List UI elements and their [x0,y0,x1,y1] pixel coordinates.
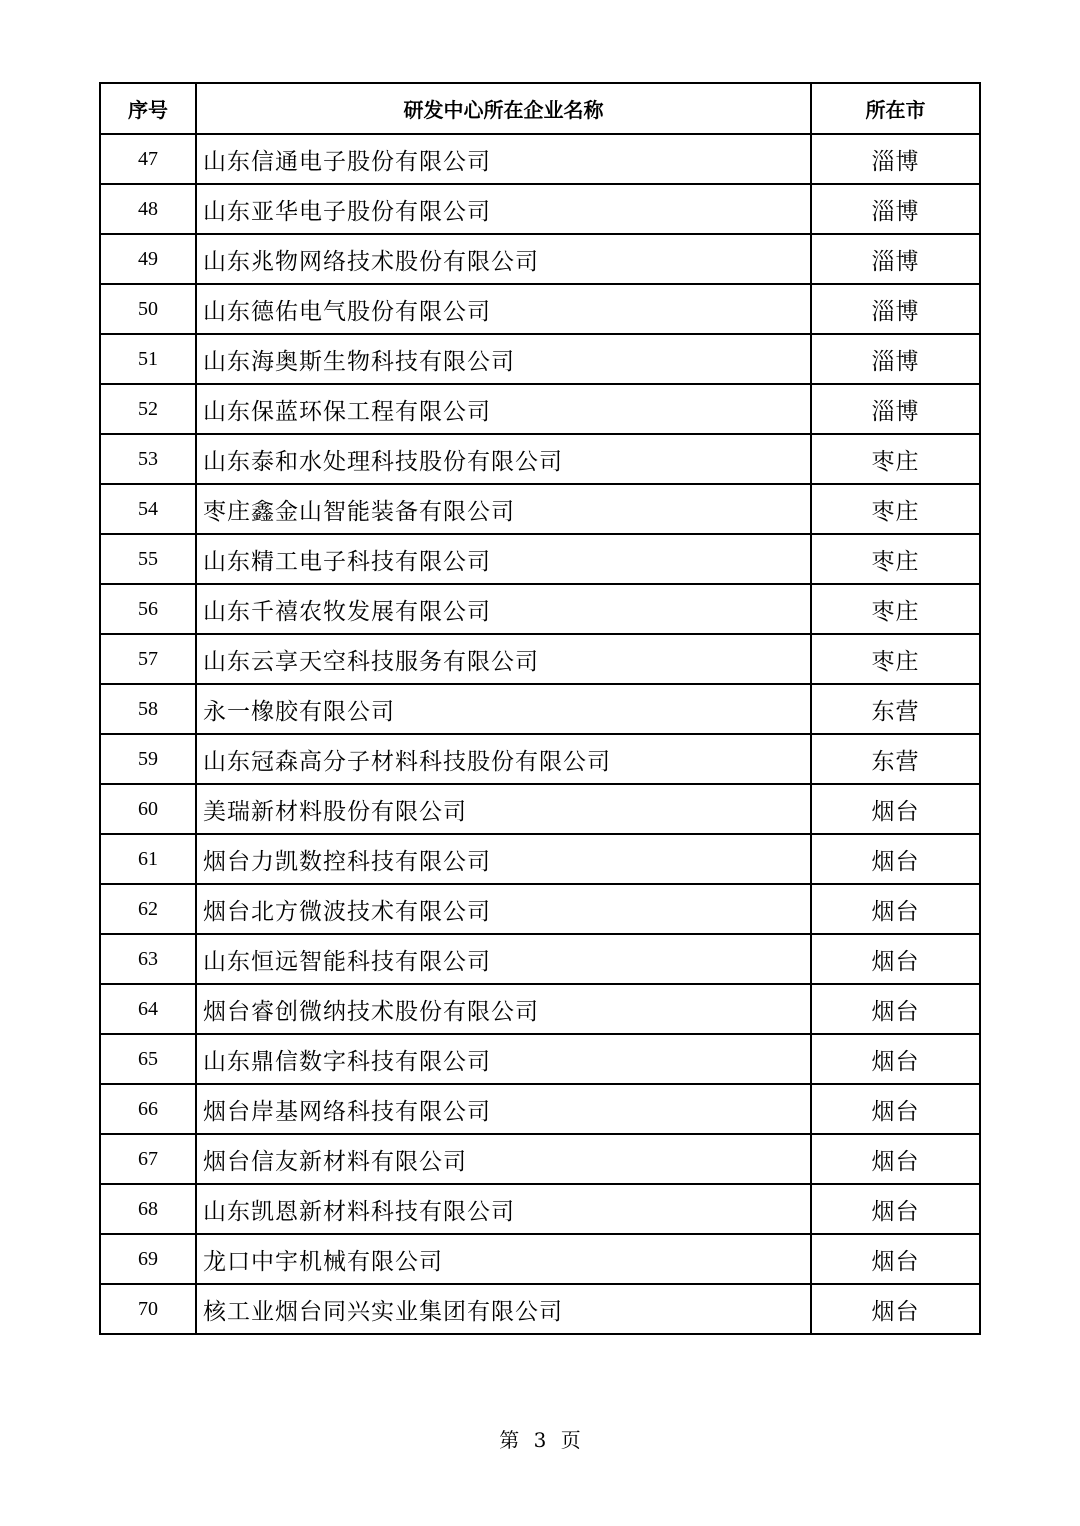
table-row [100,784,980,834]
city-cell: 淄博 [811,384,980,434]
header-index: 序号 [100,83,196,134]
row-index-cell: 58 [100,684,196,734]
table-row [100,984,980,1034]
table-row [100,484,980,534]
table-row [100,534,980,584]
row-index-cell: 52 [100,384,196,434]
table-row [100,284,980,334]
page-number: 3 [533,1428,547,1452]
city-cell: 淄博 [811,284,980,334]
table-row [100,934,980,984]
row-index-cell: 48 [100,184,196,234]
company-name-cell: 美瑞新材料股份有限公司 [196,784,811,834]
company-name-cell: 山东鼎信数字科技有限公司 [196,1034,811,1084]
company-table-container [99,82,979,1335]
company-name-cell: 山东亚华电子股份有限公司 [196,184,811,234]
table-body [100,134,980,1334]
row-index-cell: 47 [100,134,196,184]
city-cell: 烟台 [811,1134,980,1184]
table-row [100,234,980,284]
company-name-cell: 龙口中宇机械有限公司 [196,1234,811,1284]
city-cell: 枣庄 [811,634,980,684]
city-cell: 烟台 [811,1234,980,1284]
table-row [100,1234,980,1284]
city-cell: 枣庄 [811,584,980,634]
row-index-cell: 56 [100,584,196,634]
city-cell: 东营 [811,734,980,784]
row-index-cell: 67 [100,1134,196,1184]
row-index-cell: 61 [100,834,196,884]
company-name-cell: 山东云享天空科技服务有限公司 [196,634,811,684]
company-name-cell: 枣庄鑫金山智能装备有限公司 [196,484,811,534]
table-row [100,334,980,384]
city-cell: 烟台 [811,784,980,834]
table-row [100,584,980,634]
company-name-cell: 烟台力凯数控科技有限公司 [196,834,811,884]
company-name-cell: 山东凯恩新材料科技有限公司 [196,1184,811,1234]
city-cell: 淄博 [811,234,980,284]
company-name-cell: 山东兆物网络技术股份有限公司 [196,234,811,284]
table-row [100,834,980,884]
page-footer [0,1424,1080,1453]
city-cell: 烟台 [811,1034,980,1084]
city-cell: 烟台 [811,884,980,934]
city-cell: 枣庄 [811,534,980,584]
city-cell: 烟台 [811,984,980,1034]
company-name-cell: 烟台北方微波技术有限公司 [196,884,811,934]
city-cell: 枣庄 [811,484,980,534]
company-name-cell: 山东冠森高分子材料科技股份有限公司 [196,734,811,784]
city-cell: 淄博 [811,134,980,184]
company-name-cell: 山东保蓝环保工程有限公司 [196,384,811,434]
company-name-cell: 山东精工电子科技有限公司 [196,534,811,584]
city-cell: 东营 [811,684,980,734]
row-index-cell: 66 [100,1084,196,1134]
table-row [100,1134,980,1184]
table-row [100,634,980,684]
row-index-cell: 53 [100,434,196,484]
company-name-cell: 永一橡胶有限公司 [196,684,811,734]
row-index-cell: 70 [100,1284,196,1334]
row-index-cell: 69 [100,1234,196,1284]
row-index-cell: 51 [100,334,196,384]
page-number-prefix: 第 [499,1428,520,1452]
row-index-cell: 68 [100,1184,196,1234]
row-index-cell: 60 [100,784,196,834]
company-name-cell: 核工业烟台同兴实业集团有限公司 [196,1284,811,1334]
header-city: 所在市 [811,83,980,134]
city-cell: 烟台 [811,1184,980,1234]
row-index-cell: 59 [100,734,196,784]
row-index-cell: 57 [100,634,196,684]
table-row [100,734,980,784]
table-row [100,384,980,434]
header-company-name: 研发中心所在企业名称 [196,83,811,134]
row-index-cell: 54 [100,484,196,534]
city-cell: 烟台 [811,934,980,984]
table-row [100,1184,980,1234]
company-name-cell: 烟台睿创微纳技术股份有限公司 [196,984,811,1034]
city-cell: 烟台 [811,1084,980,1134]
table-row [100,1034,980,1084]
company-name-cell: 烟台岸基网络科技有限公司 [196,1084,811,1134]
row-index-cell: 64 [100,984,196,1034]
table-row [100,884,980,934]
page-number-suffix: 页 [560,1428,581,1452]
table-row [100,184,980,234]
table-header-row [100,83,980,134]
company-name-cell: 山东千禧农牧发展有限公司 [196,584,811,634]
city-cell: 烟台 [811,834,980,884]
row-index-cell: 55 [100,534,196,584]
company-name-cell: 山东恒远智能科技有限公司 [196,934,811,984]
city-cell: 淄博 [811,334,980,384]
city-cell: 枣庄 [811,434,980,484]
company-name-cell: 烟台信友新材料有限公司 [196,1134,811,1184]
row-index-cell: 50 [100,284,196,334]
table-row [100,684,980,734]
company-name-cell: 山东海奥斯生物科技有限公司 [196,334,811,384]
city-cell: 淄博 [811,184,980,234]
company-name-cell: 山东信通电子股份有限公司 [196,134,811,184]
table-row [100,134,980,184]
table-row [100,1084,980,1134]
row-index-cell: 65 [100,1034,196,1084]
table-row [100,1284,980,1334]
company-table [99,82,981,1335]
row-index-cell: 63 [100,934,196,984]
city-cell: 烟台 [811,1284,980,1334]
company-name-cell: 山东泰和水处理科技股份有限公司 [196,434,811,484]
row-index-cell: 49 [100,234,196,284]
company-name-cell: 山东德佑电气股份有限公司 [196,284,811,334]
row-index-cell: 62 [100,884,196,934]
table-row [100,434,980,484]
